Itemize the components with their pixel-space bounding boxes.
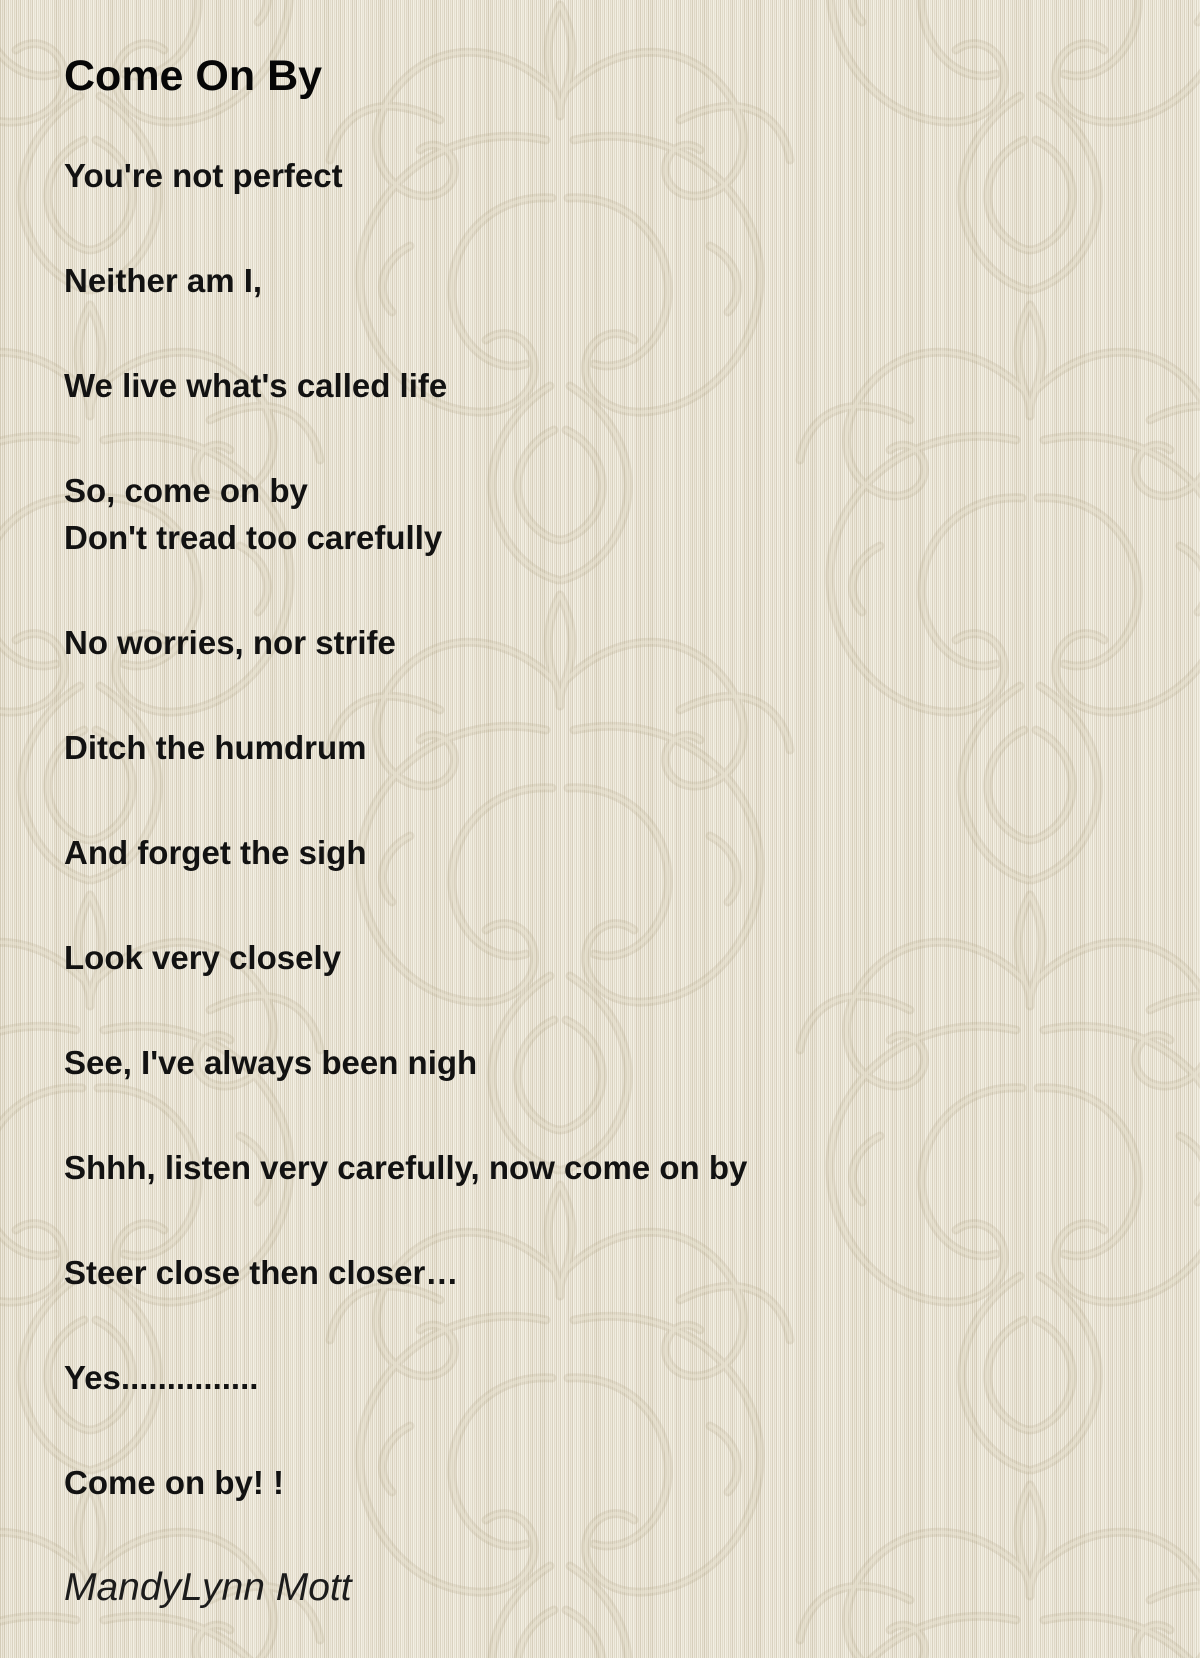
poem-stanza (64, 257, 1160, 304)
poem-stanza (64, 362, 1160, 409)
poem-stanza (64, 1144, 1160, 1191)
poem-title: Come On By (64, 52, 323, 100)
poem-line: We live what's called life (64, 367, 448, 404)
poem-line: Yes............... (64, 1359, 259, 1396)
poem-stanza (64, 1354, 1160, 1401)
poem-line: Don't tread too carefully (64, 519, 443, 556)
poem-line: Shhh, listen very carefully, now come on by (64, 1149, 748, 1186)
poem-line: Neither am I, (64, 262, 263, 299)
poem-line: Look very closely (64, 939, 341, 976)
poem-line: Steer close then closer… (64, 1254, 459, 1291)
poem-line: So, come on by (64, 472, 308, 509)
poem-stanza (64, 1459, 1160, 1506)
poem-stanza (64, 152, 1160, 199)
poem-line: You're not perfect (64, 157, 343, 194)
poem-author: MandyLynn Mott (64, 1566, 352, 1609)
poem-stanza (64, 934, 1160, 981)
poem-line: Ditch the humdrum (64, 729, 367, 766)
poem-stanza (64, 1039, 1160, 1086)
poem-line: Come on by! ! (64, 1464, 284, 1501)
poem-stanza (64, 724, 1160, 771)
poem-stanza (64, 467, 1160, 561)
poem-line: And forget the sigh (64, 834, 367, 871)
poem-stanza (64, 619, 1160, 666)
poem-stanza (64, 829, 1160, 876)
poem-stanza (64, 1249, 1160, 1296)
poem-line: See, I've always been nigh (64, 1044, 478, 1081)
poem-line: No worries, nor strife (64, 624, 396, 661)
